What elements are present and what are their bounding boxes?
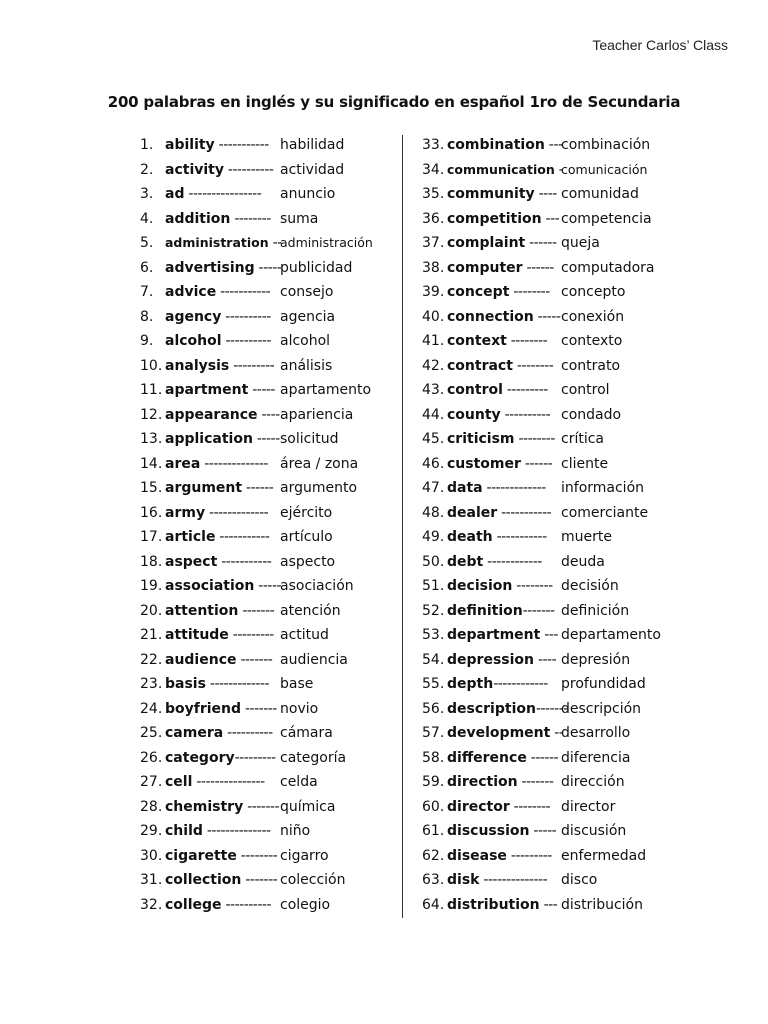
spanish-translation: base — [280, 676, 314, 692]
dash-separator: ----- — [529, 823, 557, 839]
english-word: audience — [165, 651, 237, 668]
vocab-number: 37. — [422, 235, 445, 251]
dash-separator: -------- — [230, 210, 271, 227]
dash-separator: ------ — [525, 235, 557, 251]
vocab-number: 28. — [140, 798, 163, 815]
dash-separator: ----------- — [214, 137, 269, 153]
spanish-translation: niño — [280, 823, 311, 839]
vocab-row — [422, 746, 762, 771]
spanish-translation: ejército — [280, 504, 333, 521]
dash-separator: -------- — [514, 431, 555, 447]
spanish-translation: atención — [280, 602, 341, 619]
dash-separator: ------- — [241, 700, 277, 717]
vocab-row — [422, 329, 762, 354]
english-word: combination — [447, 137, 545, 153]
vocab-row — [422, 501, 762, 526]
spanish-translation: discusión — [561, 823, 627, 839]
spanish-translation: solicitud — [280, 431, 339, 447]
english-word: depth — [447, 676, 494, 692]
dash-separator: ----------- — [215, 529, 270, 545]
spanish-translation: colegio — [280, 896, 331, 913]
dash-separator: -------- — [512, 578, 553, 594]
vocab-number: 60. — [422, 798, 445, 815]
dash-separator: -- — [550, 725, 564, 741]
column-divider — [402, 135, 403, 918]
dash-separator: ------- — [236, 651, 273, 668]
dash-separator: ---------- — [500, 406, 551, 423]
spanish-translation: departamento — [561, 627, 661, 643]
vocab-row — [422, 403, 762, 428]
english-word: direction — [447, 774, 518, 790]
vocab-number: 13. — [140, 431, 163, 447]
english-word: death — [447, 529, 493, 545]
vocab-row — [422, 452, 762, 477]
spanish-translation: colección — [280, 872, 346, 888]
dash-separator: ---- — [534, 186, 557, 202]
english-word: connection — [447, 308, 534, 325]
vocab-number: 4. — [140, 210, 154, 227]
vocab-number: 43. — [422, 382, 445, 398]
vocab-number: 57. — [422, 725, 445, 741]
english-word: development — [447, 725, 551, 741]
vocab-row — [422, 354, 762, 379]
dash-separator: ---- — [257, 406, 280, 423]
vocab-row — [422, 770, 762, 795]
dash-separator: ---------- — [221, 308, 271, 325]
vocab-number: 20. — [140, 602, 163, 619]
english-word: computer — [447, 259, 523, 276]
dash-separator: -- — [268, 235, 282, 251]
spanish-translation: habilidad — [280, 137, 345, 153]
vocab-number: 8. — [140, 308, 154, 325]
vocab-row — [422, 476, 762, 501]
english-word: county — [447, 406, 501, 423]
dash-separator: ------------ — [493, 676, 548, 692]
english-word: college — [165, 896, 222, 913]
english-word: camera — [165, 725, 224, 741]
spanish-translation: depresión — [561, 651, 631, 668]
dash-separator: --- — [544, 137, 563, 153]
spanish-translation: química — [280, 798, 336, 815]
dash-separator: ------- — [243, 798, 280, 815]
dash-separator: - — [554, 161, 564, 178]
spanish-translation: diferencia — [561, 749, 631, 766]
vocab-number: 27. — [140, 774, 163, 790]
english-word: attention — [165, 602, 239, 619]
english-word: administration — [165, 235, 269, 250]
spanish-translation: muerte — [561, 529, 612, 545]
english-word: discussion — [447, 823, 530, 839]
vocab-row — [422, 795, 762, 820]
english-word: category — [165, 749, 235, 766]
english-word: control — [447, 382, 503, 398]
vocab-number: 42. — [422, 357, 445, 374]
dash-separator: ----------- — [216, 284, 271, 300]
vocab-number: 6. — [140, 259, 154, 276]
english-word: disk — [447, 872, 480, 888]
spanish-translation: condado — [561, 406, 622, 423]
dash-separator: -------- — [512, 357, 554, 374]
dash-separator: ---- — [534, 651, 557, 668]
spanish-translation: deuda — [561, 553, 605, 570]
vocab-number: 1. — [140, 137, 154, 153]
dash-separator: -------- — [509, 284, 550, 300]
spanish-translation: apartamento — [280, 382, 372, 398]
dash-separator: ----- — [533, 308, 561, 325]
english-word: department — [447, 627, 541, 643]
vocab-row — [422, 378, 762, 403]
dash-separator: ---------------- — [184, 186, 262, 202]
dash-separator: ----- — [254, 259, 282, 276]
vocab-number: 32. — [140, 896, 163, 913]
vocab-number: 3. — [140, 186, 154, 202]
english-word: dealer — [447, 504, 498, 521]
vocab-number: 52. — [422, 602, 445, 619]
dash-separator: --- — [539, 896, 558, 913]
english-word: boyfriend — [165, 700, 242, 717]
vocab-row — [422, 256, 762, 281]
dash-separator: ----------- — [217, 553, 272, 570]
english-word: child — [165, 823, 203, 839]
dash-separator: -------- — [236, 847, 278, 864]
english-word: army — [165, 504, 206, 521]
english-word: agency — [165, 308, 222, 325]
vocab-number: 39. — [422, 284, 445, 300]
dash-separator: --- — [540, 627, 558, 643]
dash-separator: ------------- — [482, 480, 546, 496]
dash-separator: ------- — [522, 602, 555, 619]
english-word: appearance — [165, 406, 258, 423]
vocab-row — [422, 158, 762, 183]
vocab-number: 61. — [422, 823, 445, 839]
spanish-translation: actitud — [280, 627, 329, 643]
vocab-number: 29. — [140, 823, 163, 839]
spanish-translation: agencia — [280, 308, 336, 325]
dash-separator: --------- — [502, 382, 548, 398]
vocab-number: 24. — [140, 700, 163, 717]
english-word: competition — [447, 210, 542, 227]
vocab-number: 18. — [140, 553, 163, 570]
english-word: addition — [165, 210, 231, 227]
vocab-row — [422, 623, 762, 648]
spanish-translation: definición — [561, 602, 630, 619]
vocab-number: 44. — [422, 406, 445, 423]
english-word: debt — [447, 553, 484, 570]
spanish-translation: distribución — [561, 896, 643, 913]
dash-separator: --------- — [506, 847, 552, 864]
vocab-row — [422, 305, 762, 330]
vocab-number: 53. — [422, 627, 445, 643]
english-word: director — [447, 798, 510, 815]
dash-separator: -------------- — [200, 455, 268, 472]
vocab-number: 40. — [422, 308, 445, 325]
vocab-number: 54. — [422, 651, 445, 668]
english-word: criticism — [447, 431, 515, 447]
english-word: concept — [447, 284, 510, 300]
spanish-translation: área / zona — [280, 455, 359, 472]
vocab-row — [422, 599, 762, 624]
english-word: application — [165, 431, 253, 447]
spanish-translation: control — [561, 382, 610, 398]
dash-separator: ---------- — [223, 725, 273, 741]
vocab-row — [422, 182, 762, 207]
dash-separator: --------- — [228, 627, 274, 643]
vocab-number: 33. — [422, 137, 445, 153]
english-word: analysis — [165, 357, 230, 374]
dash-separator: --- — [541, 210, 560, 227]
spanish-translation: actividad — [280, 161, 345, 178]
english-word: context — [447, 333, 507, 349]
english-word: description — [447, 700, 536, 717]
spanish-translation: novio — [280, 700, 319, 717]
english-word: data — [447, 480, 483, 496]
dash-separator: -------------- — [202, 823, 271, 839]
dash-separator: ---------- — [221, 333, 272, 349]
dash-separator: ----------- — [492, 529, 547, 545]
spanish-translation: contexto — [561, 333, 623, 349]
spanish-translation: decisión — [561, 578, 619, 594]
english-word: cell — [165, 774, 193, 790]
vocab-number: 10. — [140, 357, 163, 374]
dash-separator: ---------- — [221, 896, 271, 913]
spanish-translation: cámara — [280, 725, 333, 741]
vocab-row — [422, 893, 762, 918]
vocab-number: 12. — [140, 406, 163, 423]
vocab-row — [422, 648, 762, 673]
vocab-number: 62. — [422, 847, 445, 864]
dash-separator: ------- — [517, 774, 554, 790]
vocab-row — [422, 207, 762, 232]
english-word: aspect — [165, 553, 218, 570]
vocab-row — [422, 672, 762, 697]
vocab-number: 48. — [422, 504, 445, 521]
spanish-translation: combinación — [561, 137, 651, 153]
vocab-row — [422, 868, 762, 893]
vocab-row — [422, 525, 762, 550]
vocab-number: 31. — [140, 872, 163, 888]
english-word: contract — [447, 357, 513, 374]
english-word: cigarette — [165, 847, 237, 864]
spanish-translation: alcohol — [280, 333, 331, 349]
spanish-translation: competencia — [561, 210, 652, 227]
vocab-number: 56. — [422, 700, 445, 717]
vocab-number: 11. — [140, 382, 163, 398]
english-word: alcohol — [165, 333, 222, 349]
vocab-number: 15. — [140, 480, 163, 496]
vocab-number: 36. — [422, 210, 445, 227]
dash-separator: ------- — [238, 602, 275, 619]
spanish-translation: profundidad — [561, 676, 646, 692]
dash-separator: --------------- — [192, 774, 265, 790]
vocab-number: 26. — [140, 749, 163, 766]
english-word: argument — [165, 480, 243, 496]
vocab-row — [422, 574, 762, 599]
dash-separator: ----- — [248, 382, 275, 398]
vocab-number: 64. — [422, 896, 445, 913]
dash-separator: ------ — [242, 480, 274, 496]
spanish-translation: desarrollo — [561, 725, 631, 741]
english-word: basis — [165, 676, 206, 692]
dash-separator: ------------- — [205, 676, 270, 692]
vocab-number: 16. — [140, 504, 163, 521]
spanish-translation: consejo — [280, 284, 334, 300]
dash-separator: ------ — [522, 259, 554, 276]
spanish-translation: contrato — [561, 357, 621, 374]
english-word: community — [447, 186, 535, 202]
vocab-row — [422, 697, 762, 722]
spanish-translation: apariencia — [280, 406, 354, 423]
vocab-number: 45. — [422, 431, 445, 447]
dash-separator: ------------ — [483, 553, 542, 570]
dash-separator: --------- — [234, 749, 276, 766]
vocab-number: 51. — [422, 578, 445, 594]
spanish-translation: cliente — [561, 455, 609, 472]
spanish-translation: publicidad — [280, 259, 353, 276]
english-word: ability — [165, 137, 215, 153]
vocab-number: 58. — [422, 749, 445, 766]
spanish-translation: dirección — [561, 774, 625, 790]
english-word: ad — [165, 186, 185, 202]
spanish-translation: celda — [280, 774, 318, 790]
dash-separator: -------------- — [479, 872, 548, 888]
spanish-translation: suma — [280, 210, 319, 227]
english-word: customer — [447, 455, 521, 472]
vocab-number: 59. — [422, 774, 445, 790]
spanish-translation: audiencia — [280, 651, 348, 668]
vocab-number: 2. — [140, 161, 154, 178]
spanish-translation: información — [561, 480, 645, 496]
spanish-translation: artículo — [280, 529, 333, 545]
spanish-translation: comunidad — [561, 186, 639, 202]
vocab-number: 47. — [422, 480, 445, 496]
page-title: 200 palabras en inglés y su significado en español 1ro de Secundaria — [107, 93, 681, 111]
spanish-translation: concepto — [561, 284, 626, 300]
vocab-row — [422, 280, 762, 305]
spanish-translation: computadora — [561, 259, 655, 276]
english-word: complaint — [447, 235, 526, 251]
dash-separator: ---------- — [223, 161, 274, 178]
class-name-header: Teacher Carlos’ Class — [592, 37, 728, 53]
vocab-number: 34. — [422, 161, 445, 178]
english-word: chemistry — [165, 798, 244, 815]
spanish-translation: enfermedad — [561, 847, 647, 864]
vocab-number: 5. — [140, 235, 154, 251]
vocab-number: 19. — [140, 578, 163, 594]
dash-separator: ----- — [252, 431, 280, 447]
english-word: decision — [447, 578, 513, 594]
vocab-number: 49. — [422, 529, 445, 545]
english-word: collection — [165, 872, 242, 888]
dash-separator: ----------- — [497, 504, 552, 521]
vocab-number: 14. — [140, 455, 163, 472]
vocab-number: 23. — [140, 676, 163, 692]
dash-separator: ------------- — [205, 504, 269, 521]
english-word: activity — [165, 161, 224, 178]
spanish-translation: director — [561, 798, 616, 815]
english-word: attitude — [165, 627, 229, 643]
english-word: advice — [165, 284, 217, 300]
dash-separator: ------ — [520, 455, 553, 472]
vocab-number: 22. — [140, 651, 163, 668]
spanish-translation: descripción — [561, 700, 642, 717]
vocab-number: 38. — [422, 259, 445, 276]
vocab-number: 9. — [140, 333, 154, 349]
dash-separator: ------ — [526, 749, 559, 766]
vocab-number: 63. — [422, 872, 445, 888]
dash-separator: --------- — [229, 357, 275, 374]
vocab-number: 50. — [422, 553, 445, 570]
vocab-number: 55. — [422, 676, 445, 692]
english-word: article — [165, 529, 216, 545]
vocab-number: 30. — [140, 847, 163, 864]
spanish-translation: queja — [561, 235, 600, 251]
vocab-number: 35. — [422, 186, 445, 202]
dash-separator: ----- — [254, 578, 282, 594]
spanish-translation: disco — [561, 872, 598, 888]
spanish-translation: categoría — [280, 749, 347, 766]
spanish-translation: administración — [280, 235, 373, 250]
dash-separator: ------- — [535, 700, 568, 717]
spanish-translation: comunicación — [561, 161, 648, 177]
english-word: definition — [447, 602, 523, 619]
vocab-row — [422, 427, 762, 452]
spanish-translation: análisis — [280, 357, 333, 374]
english-word: difference — [447, 749, 527, 766]
spanish-translation: crítica — [561, 431, 604, 447]
vocab-number: 17. — [140, 529, 163, 545]
dash-separator: -------- — [506, 333, 548, 349]
english-word: association — [165, 578, 255, 594]
english-word: communication — [447, 161, 555, 177]
vocab-row — [422, 819, 762, 844]
vocab-number: 41. — [422, 333, 445, 349]
vocab-row — [422, 231, 762, 256]
dash-separator: -------- — [509, 798, 551, 815]
english-word: area — [165, 455, 201, 472]
english-word: distribution — [447, 896, 540, 913]
spanish-translation: cigarro — [280, 847, 329, 864]
english-word: depression — [447, 651, 534, 668]
dash-separator: ------- — [241, 872, 278, 888]
vocab-column-right — [422, 133, 762, 917]
spanish-translation: comerciante — [561, 504, 649, 521]
vocab-number: 7. — [140, 284, 154, 300]
vocab-row — [422, 844, 762, 869]
vocab-row — [422, 721, 762, 746]
spanish-translation: anuncio — [280, 186, 336, 202]
vocab-number: 25. — [140, 725, 163, 741]
spanish-translation: aspecto — [280, 553, 336, 570]
spanish-translation: conexión — [561, 308, 625, 325]
spanish-translation: argumento — [280, 480, 358, 496]
english-word: disease — [447, 847, 507, 864]
vocab-row — [422, 550, 762, 575]
english-word: apartment — [165, 382, 249, 398]
spanish-translation: asociación — [280, 578, 354, 594]
vocab-row — [422, 133, 762, 158]
vocab-number: 21. — [140, 627, 163, 643]
english-word: advertising — [165, 259, 255, 276]
vocab-number: 46. — [422, 455, 445, 472]
